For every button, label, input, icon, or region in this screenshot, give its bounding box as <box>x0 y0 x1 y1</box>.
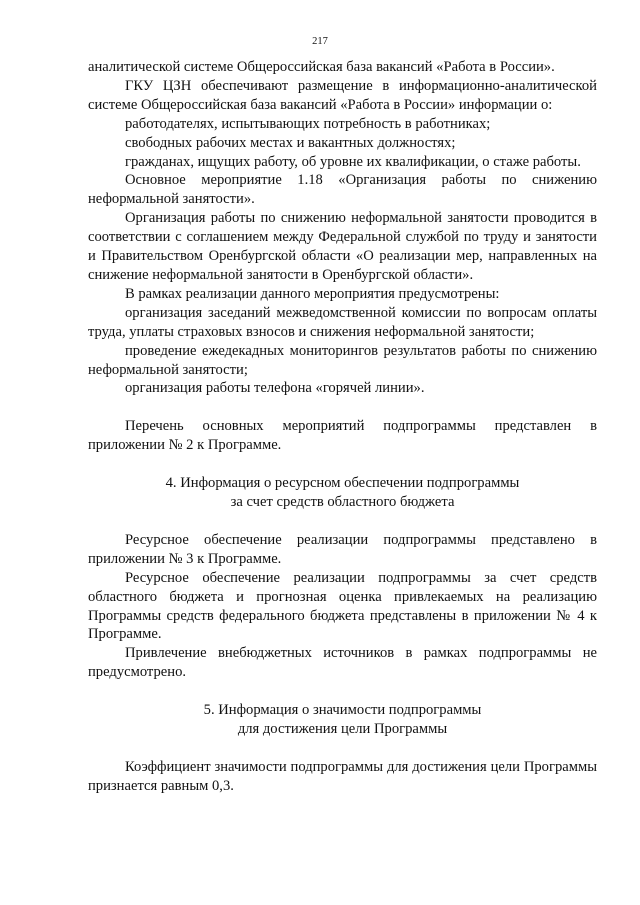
paragraph: ГКУ ЦЗН обеспечивают размещение в информационно-аналитической системе Общероссийская база вакансий «Работа в России» информации о: <box>88 77 597 113</box>
list-item: проведение ежедекадных мониторингов результатов работы по снижению неформальной занятости; <box>88 342 597 378</box>
paragraph: В рамках реализации данного мероприятия предусмотрены: <box>125 285 500 302</box>
section-4-heading-line-1: 4. Информация о ресурсном обеспечении подпрограммы <box>165 475 520 492</box>
list-item: организация работы телефона «горячей линии». <box>125 380 425 397</box>
paragraph: Ресурсное обеспечение реализации подпрограммы представлено в приложении № 3 к Программе. <box>88 531 597 567</box>
section-4-heading <box>88 474 597 512</box>
paragraph: Основное мероприятие 1.18 «Организация работы по снижению неформальной занятости». <box>88 172 597 208</box>
paragraph: Организация работы по снижению неформальной занятости проводится в соответствии с соглашением между Федеральной службой по труду и занятости и Правительством Оренбургской области «О реализации мер, направленных на снижение неформальной занятости в Оренбургской области». <box>88 210 597 283</box>
page-number: 217 <box>312 36 328 47</box>
section-4-heading-line-2: за счет средств областного бюджета <box>230 494 455 511</box>
list-item: организация заседаний межведомственной комиссии по вопросам оплаты труда, уплаты страховых взносов и снижения неформальной занятости; <box>88 304 597 340</box>
section-5-heading-line-2: для достижения цели Программы <box>237 721 448 738</box>
paragraph: Ресурсное обеспечение реализации подпрограммы за счет средств областного бюджета и прогнозная оценка привлекаемых на реализацию Программы средств федерального бюджета представлены в приложении № 4 к Программе. <box>88 569 597 643</box>
spacer <box>88 682 597 701</box>
spacer <box>88 739 597 758</box>
section-5-heading-line-1: 5. Информация о значимости подпрограммы <box>203 702 482 719</box>
paragraph: Перечень основных мероприятий подпрограммы представлен в приложении № 2 к Программе. <box>88 418 597 454</box>
spacer <box>88 455 597 474</box>
paragraph: аналитической системе Общероссийская база вакансий «Работа в России». <box>88 59 555 75</box>
list-item: гражданах, ищущих работу, об уровне их квалификации, о стаже работы. <box>125 153 581 170</box>
page-body <box>88 58 597 796</box>
list-item: свободных рабочих местах и вакантных должностях; <box>125 134 456 151</box>
section-5-heading <box>88 701 597 739</box>
list-item: работодателях, испытывающих потребность в работниках; <box>125 115 491 132</box>
paragraph: Привлечение внебюджетных источников в рамках подпрограммы не предусмотрено. <box>88 645 597 681</box>
spacer <box>88 512 597 531</box>
spacer <box>88 398 597 417</box>
paragraph: Коэффициент значимости подпрограммы для достижения цели Программы признается равным 0,3. <box>88 759 597 794</box>
